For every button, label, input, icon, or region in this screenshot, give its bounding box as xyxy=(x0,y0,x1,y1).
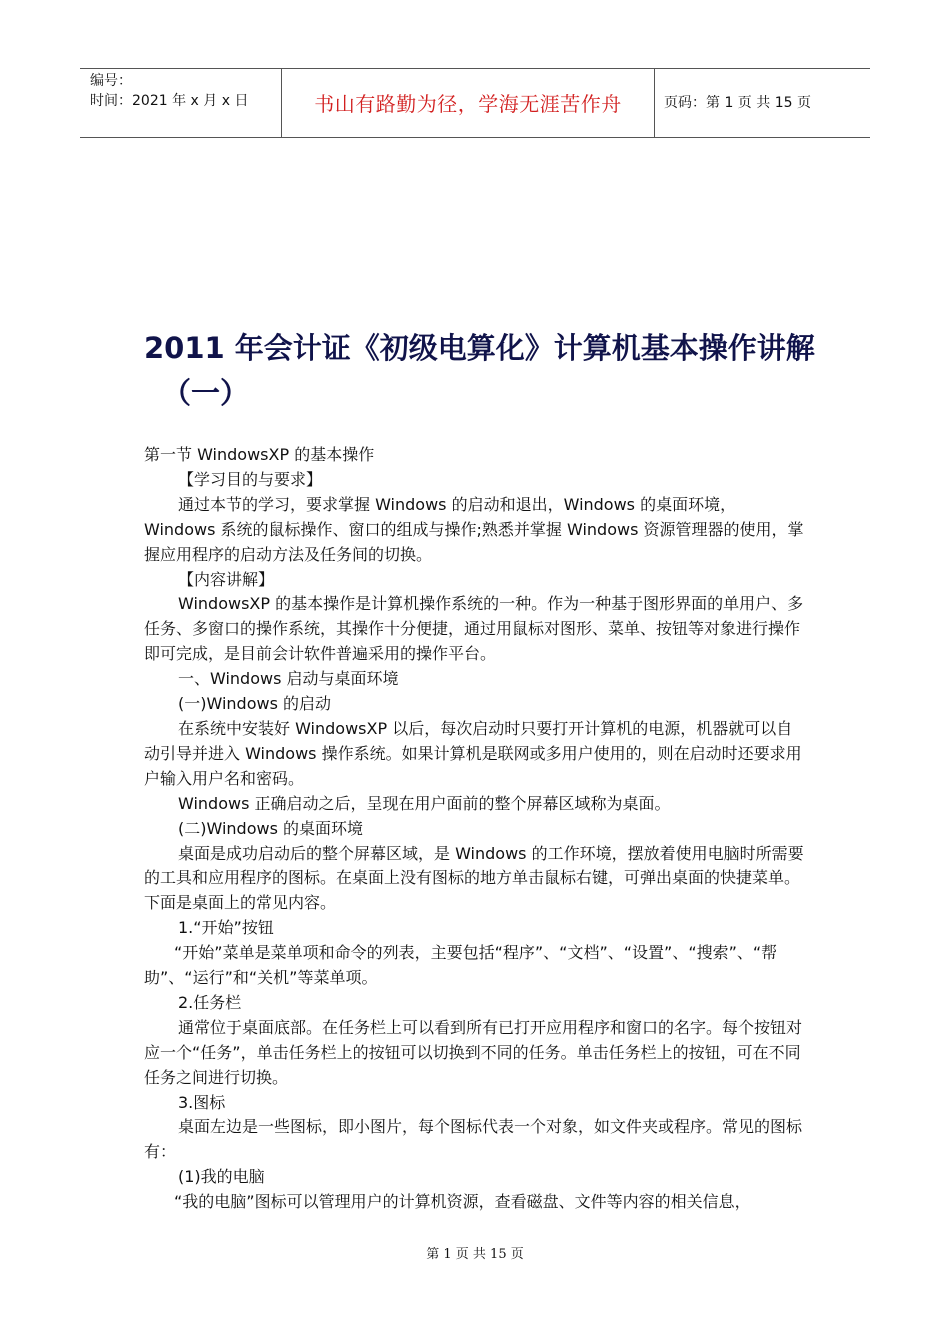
header-right-cell xyxy=(655,69,870,137)
heading-start-button: 1.“开始”按钮 xyxy=(178,918,274,938)
paragraph-start-menu: “开始”菜单是菜单项和命令的列表，主要包括“程序”、“文档”、“设置”、“搜索”、“帮助”、“运行”和“关机”等菜单项。 xyxy=(144,943,778,988)
document-date-label: 时间：2021 年 x 月 x 日 xyxy=(90,93,249,109)
section-heading: 第一节 WindowsXP 的基本操作 xyxy=(144,445,375,464)
header-left-cell xyxy=(80,69,282,137)
paragraph-desktop-definition: Windows 正确启动之后，呈现在用户面前的整个屏幕区域称为桌面。 xyxy=(178,793,671,813)
header-motto: 书山有路勤为径，学海无涯苦作舟 xyxy=(314,92,622,116)
heading-taskbar: 2.任务栏 xyxy=(178,992,242,1012)
heading-windows-startup: (一)Windows 的启动 xyxy=(178,694,331,714)
title-line-2: （一） xyxy=(162,376,250,410)
header-page-info: 页码：第 1 页 共 15 页 xyxy=(664,95,811,111)
document-header xyxy=(80,68,870,138)
heading-desktop-environment: (二)Windows 的桌面环境 xyxy=(178,818,363,838)
document-body xyxy=(144,443,806,1215)
heading-icons: 3.图标 xyxy=(178,1092,226,1112)
document-title xyxy=(144,326,824,416)
paragraph-my-computer: “我的电脑”图标可以管理用户的计算机资源，查看磁盘、文件等内容的相关信息， xyxy=(174,1192,751,1212)
paragraph-taskbar: 通常位于桌面底部。在任务栏上可以看到所有已打开应用程序和窗口的名字。每个按钮对应一个“任务”，单击任务栏上的按钮可以切换到不同的任务。单击任务栏上的按钮，可在不同任务之间进行切换。 xyxy=(144,1017,803,1087)
paragraph-objectives: 通过本节的学习，要求掌握 Windows 的启动和退出，Windows 的桌面环境，Windows 系统的鼠标操作、窗口的组成与操作;熟悉并掌握 Windows 资源管理器的使用，掌握应用程序的启动方法及任务间的切换。 xyxy=(144,494,804,564)
paragraph-startup: 在系统中安装好 WindowsXP 以后，每次启动时只要打开计算机的电源，机器就可以自动引导并进入 Windows 操作系统。如果计算机是联网或多用户使用的，则在启动时还要求用户输入用户名和密码。 xyxy=(144,718,802,788)
paragraph-intro: WindowsXP 的基本操作是计算机操作系统的一种。作为一种基于图形界面的单用户、多任务、多窗口的操作系统，其操作十分便捷，通过用鼠标对图形、菜单、按钮等对象进行操作即可完成，是目前会计软件普遍采用的操作平台。 xyxy=(144,594,804,664)
paragraph-icons: 桌面左边是一些图标，即小图片，每个图标代表一个对象，如文件夹或程序。常见的图标有： xyxy=(144,1117,803,1162)
header-middle-cell xyxy=(282,69,655,137)
page-footer: 第 1 页 共 15 页 xyxy=(426,1247,524,1262)
paragraph-desktop: 桌面是成功启动后的整个屏幕区域，是 Windows 的工作环境，摆放着使用电脑时所需要的工具和应用程序的图标。在桌面上没有图标的地方单击鼠标右键，可弹出桌面的快捷菜单。下面是桌面上的常见内容。 xyxy=(144,843,804,913)
subheading-content: 【内容讲解】 xyxy=(178,569,275,589)
heading-my-computer: (1)我的电脑 xyxy=(178,1167,265,1187)
title-line-1: 2011 年会计证《初级电算化》计算机基本操作讲解 xyxy=(144,331,815,365)
document-id-label: 编号： xyxy=(90,73,132,89)
heading-startup-desktop: 一、Windows 启动与桌面环境 xyxy=(178,669,399,689)
subheading-objectives: 【学习目的与要求】 xyxy=(178,469,323,489)
